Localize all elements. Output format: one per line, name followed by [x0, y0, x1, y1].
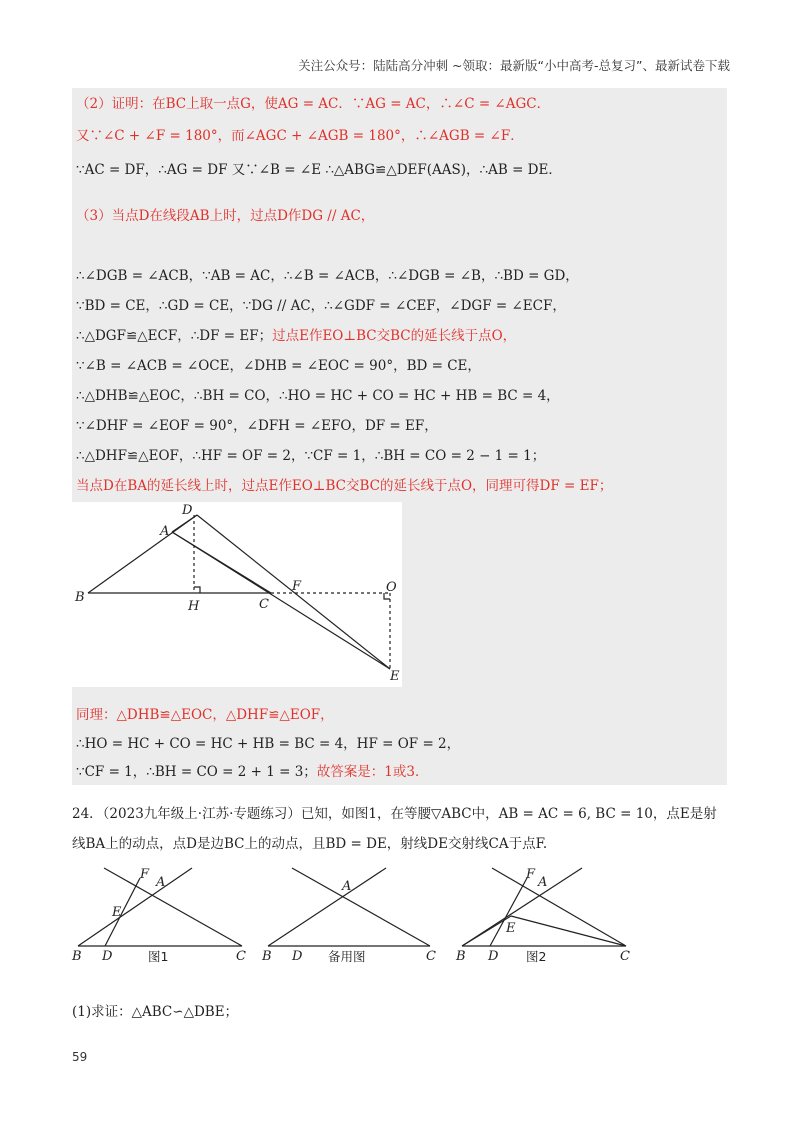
solution-line-11: ∴△DHF≌△EOF，∴HF = OF = 2，∵CF = 1，∴BH = CO = 2 − 1 = 1；	[76, 448, 546, 464]
solution-line-7-red: 过点E作EO⊥BC交BC的延长线于点O，	[272, 328, 517, 344]
fig1-label-D: D	[102, 949, 113, 964]
fig3-label-B: B	[456, 949, 466, 964]
label-O: O	[386, 580, 397, 595]
solution-line-9: ∴△DHB≌△EOC，∴BH = CO，∴HO = HC + CO = HC + HB = BC = 4，	[76, 388, 560, 404]
solution-figure-panel	[72, 502, 402, 687]
label-F: F	[292, 579, 302, 594]
fig1-label-A: A	[156, 875, 166, 890]
fig1-label-F: F	[140, 867, 150, 882]
solution-line-3: ∵AC = DF，∴AG = DF 又∵∠B = ∠E ∴△ABG≌△DEF(AAS)，∴AB = DE．	[76, 162, 562, 178]
solution-line-6: ∵BD = CE，∴GD = CE，∵DG // AC，∴∠GDF = ∠CEF，∠DGF = ∠ECF，	[76, 298, 566, 314]
label-A: A	[160, 524, 170, 539]
question-diagrams	[70, 860, 730, 970]
label-E: E	[390, 669, 400, 684]
fig1-label-E: E	[112, 905, 122, 920]
solution-line-1: （2）证明：在BC上取一点G，使AG = AC．∵AG = AC，∴∠C = ∠AGC．	[76, 96, 551, 112]
fig3-label-A: A	[538, 875, 548, 890]
solution-line-7	[76, 330, 516, 344]
fig1-label-C: C	[236, 949, 246, 964]
question-line-2: 线BA上的动点，点D是边BC上的动点，且BD = DE，射线DE交射线CA于点F.	[72, 836, 548, 852]
question-line-1: 24．（2023九年级上·江苏·专题练习）已知，如图1，在等腰▽ABC中，AB = AC = 6, BC = 10，点E是射	[72, 806, 717, 822]
solution-line-2: 又∵∠C + ∠F = 180°，而∠AGC + ∠AGB = 180°，∴∠AGB = ∠F．	[76, 128, 524, 144]
solution-line-13: 同理：△DHB≌△EOC，△DHF≌△EOF，	[76, 707, 334, 723]
solution-line-12: 当点D在BA的延长线上时，过点E作EO⊥BC交BC的延长线于点O，同理可得DF = EF；	[76, 478, 613, 494]
page-number: 59	[72, 1050, 88, 1064]
solution-line-10: ∵∠DHF = ∠EOF = 90°，∠DFH = ∠EFO，DF = EF，	[76, 418, 438, 434]
fig2-label-B: B	[262, 949, 272, 964]
solution-line-5: ∴∠DGB = ∠ACB，∵AB = AC，∴∠B = ∠ACB，∴∠DGB = ∠B，∴BD = GD，	[76, 268, 579, 284]
label-C: C	[259, 597, 269, 612]
solution-line-15-red: 故答案是：1或3．	[316, 764, 429, 780]
question-sub-1: (1)求证：△ABC∽△DBE；	[72, 1004, 239, 1020]
fig3-label-E: E	[506, 921, 516, 936]
fig1-label-B: B	[72, 949, 82, 964]
fig2-label-A: A	[342, 879, 352, 894]
solution-line-14: ∴HO = HC + CO = HC + HB = BC = 4，HF = OF = 2，	[76, 736, 461, 752]
solution-line-7-black: ∴△DGF≌△ECF，∴DF = EF；	[76, 328, 273, 344]
label-B: B	[75, 590, 85, 605]
label-D: D	[182, 503, 193, 518]
fig3-label-C: C	[620, 949, 630, 964]
fig1-caption: 图1	[148, 949, 169, 964]
fig3-label-F: F	[526, 867, 536, 882]
page-header: 关注公众号：陆陆高分冲刺 ~领取：最新版“小中高考-总复习”、最新试卷下载	[298, 58, 730, 73]
fig2-label-D: D	[292, 949, 303, 964]
question-figures	[70, 860, 730, 970]
fig3-label-D: D	[488, 949, 499, 964]
fig3-caption: 图2	[526, 949, 547, 964]
solution-line-8: ∵∠B = ∠ACB = ∠OCE，∠DHB = ∠EOC = 90°，BD = CE，	[76, 358, 481, 374]
label-H: H	[188, 599, 200, 614]
fig2-label-C: C	[426, 949, 436, 964]
solution-line-4: （3）当点D在线段AB上时，过点D作DG // AC，	[76, 208, 375, 224]
solution-line-15-black: ∵CF = 1，∴BH = CO = 2 + 1 = 3；	[76, 764, 317, 780]
fig2-caption: 备用图	[328, 949, 366, 964]
solution-line-15	[76, 766, 428, 780]
solution-diagram	[72, 502, 402, 687]
